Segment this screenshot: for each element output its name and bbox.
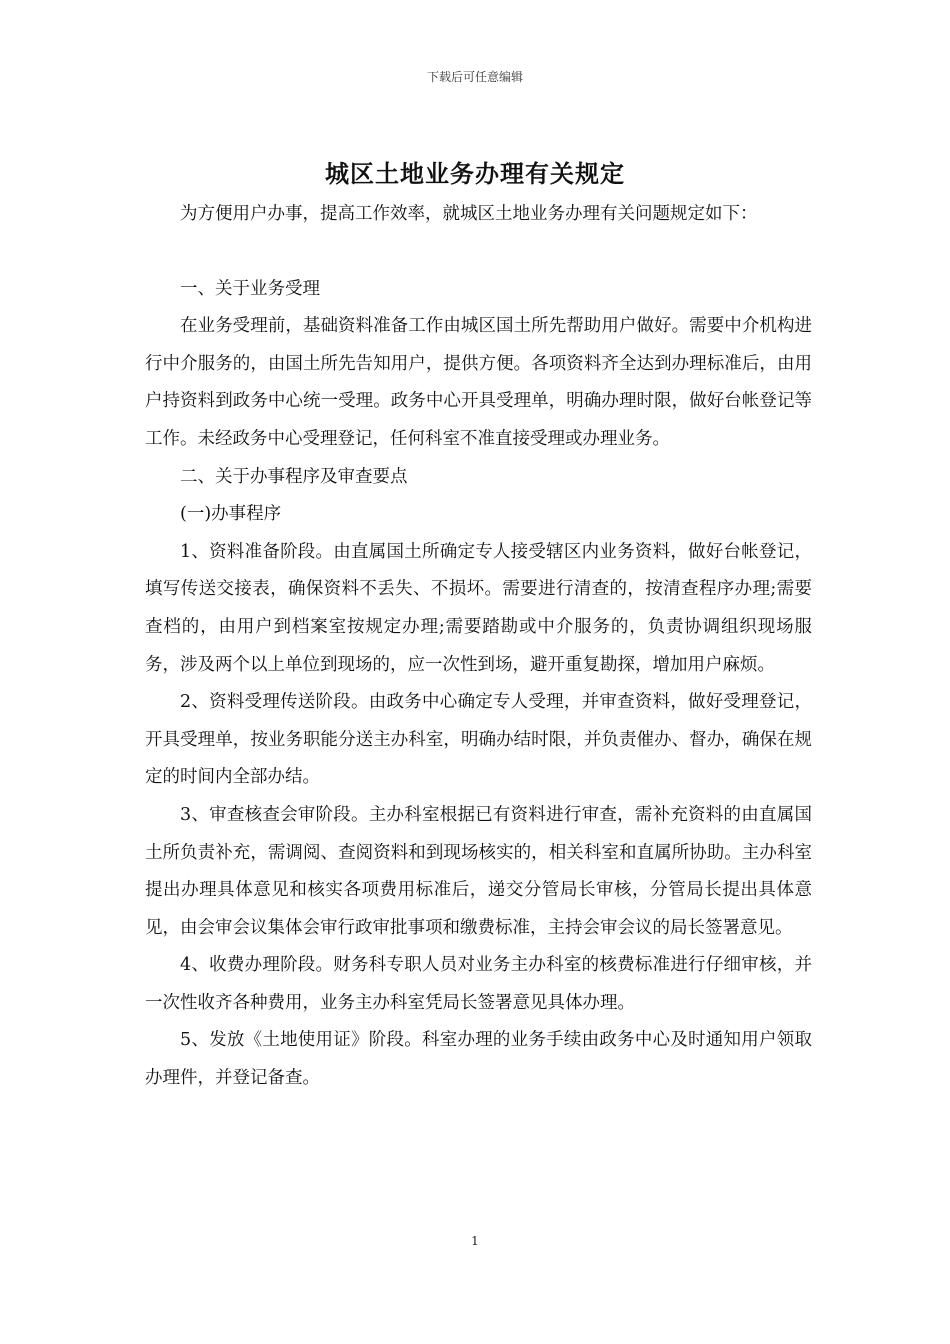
section-1-heading: 一、关于业务受理 (180, 278, 320, 299)
section-2-subheading: (一)办事程序 (180, 504, 282, 525)
step-paragraph: 3、审查核查会审阶段。主办科室根据已有资料进行审查，需补充资料的由直属国土所负责补充，需调阅、查阅资料和到现场核实的，相关科室和直属所协助。主办科室提出办理具体意见和核实各项费用标准后，递交分管局长审核，分管局长提出具体意见，由会审会议集体会审行政审批事项和缴费标准，主持会审会议的局长签署意见。 (145, 804, 812, 938)
section-2-heading: 二、关于办事程序及审查要点 (180, 466, 408, 487)
document-body (145, 196, 812, 1098)
intro-paragraph: 为方便用户办事，提高工作效率，就城区土地业务办理有关问题规定如下： (180, 204, 758, 224)
step-paragraph: 1、资料准备阶段。由直属国土所确定专人接受辖区内业务资料，做好台帐登记，填写传送交接表，确保资料不丢失、不损坏。需要进行清查的，按清查程序办理;需要查档的，由用户到档案室按规定办理;需要踏勘或中介服务的，负责协调组织现场服务，涉及两个以上单位到现场的，应一次性到场，避开重复勘探，增加用户麻烦。 (145, 541, 812, 675)
section-1-body: 在业务受理前，基础资料准备工作由城区国土所先帮助用户做好。需要中介机构进行中介服务的，由国土所先告知用户，提供方便。各项资料齐全达到办理标准后，由用户持资料到政务中心统一受理。政务中心开具受理单，明确办理时限，做好台帐登记等工作。未经政务中心受理登记，任何科室不准直接受理或办理业务。 (145, 316, 812, 449)
header-note: 下载后可任意编辑 (426, 70, 523, 84)
step-paragraph: 2、资料受理传送阶段。由政务中心确定专人受理，并审查资料，做好受理登记，开具受理单，按业务职能分送主办科室，明确办结时限，并负责催办、督办，确保在规定的时间内全部办结。 (145, 692, 812, 788)
document-title: 城区土地业务办理有关规定 (325, 159, 625, 188)
step-paragraph: 5、发放《土地使用证》阶段。科室办理的业务手续由政务中心及时通知用户领取办理件，并登记备查。 (145, 1030, 812, 1089)
paragraph-gap (145, 234, 812, 271)
page-number: 1 (471, 1234, 479, 1248)
step-paragraph: 4、收费办理阶段。财务科专职人员对业务主办科室的核费标准进行仔细审核，并一次性收齐各种费用，业务主办科室凭局长签署意见具体办理。 (145, 955, 812, 1013)
